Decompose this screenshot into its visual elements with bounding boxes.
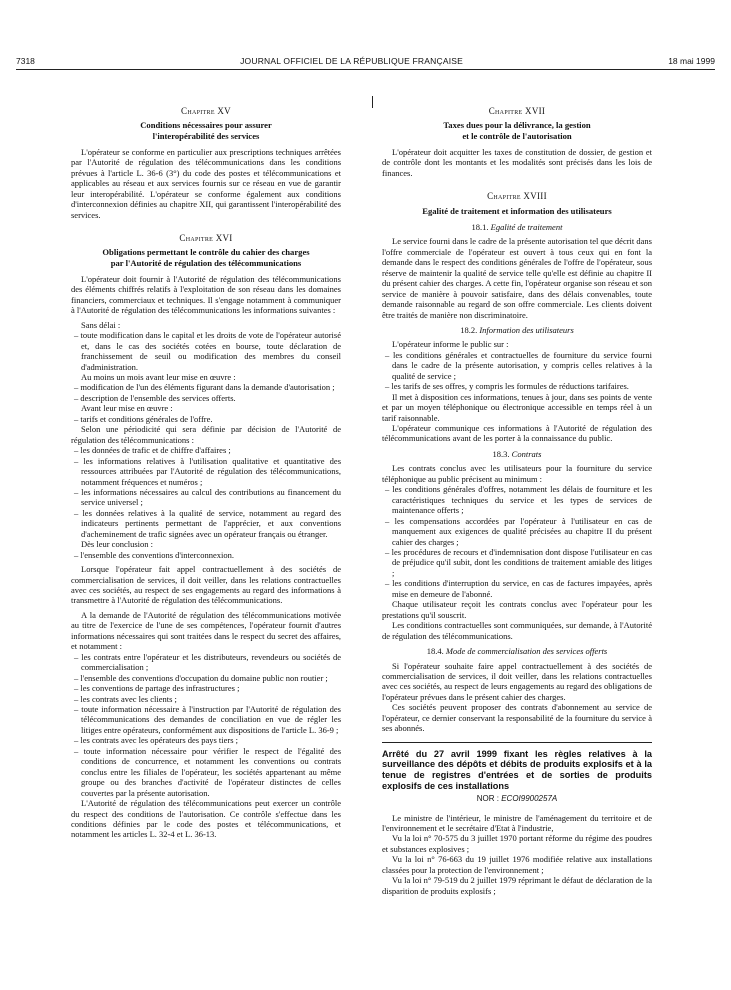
list-item: – les contrats entre l'opérateur et les distributeurs, revendeurs ou sociétés de commercialisation ;: [71, 652, 341, 673]
list-item: – les conditions générales d'offres, notamment les délais de fourniture et les caractéristiques techniques du service et les types de services de maintenance offerts ;: [382, 484, 652, 515]
list-item: – description de l'ensemble des services offerts.: [71, 393, 341, 403]
issue-date: 18 mai 1999: [668, 55, 715, 66]
section-18-2-heading: 18.2. Information des utilisateurs: [460, 324, 574, 335]
list-item: – les données de trafic et de chiffre d'affaires ;: [71, 445, 341, 455]
bullet-list: [71, 652, 341, 798]
left-column: [71, 100, 341, 840]
list-item: – modification de l'un des éléments figurant dans la demande d'autorisation ;: [71, 382, 341, 392]
right-column: [382, 100, 652, 896]
list-item: – l'ensemble des conventions d'interconnexion.: [71, 550, 341, 560]
paragraph: Le service fourni dans le cadre de la présente autorisation tel que décrit dans l'offre commerciale de l'opérateur est ouvert à tous ceux qui en font la demande dans le respect des conditions générales de l'offre de l'opérateur, sous réserve de maintenir la qualité de service telle qu'elle est définie au chapitre II du présent cahier des charges. A cette fin, l'opérateur organise son réseau et son service de manière à pouvoir satisfaire, dans des délais convenables, toute demande raisonnable au regard de son offre commerciale. Les clients doivent être traités de manière non discriminatoire.: [382, 236, 652, 320]
list-item: – les conventions de partage des infrastructures ;: [71, 683, 341, 693]
chapter-xvii-title: Taxes dues pour la délivrance, la gestion et le contrôle de l'autorisation: [443, 120, 591, 141]
list-item: – toute information nécessaire à l'instruction par l'Autorité de régulation des télécommunications des demandes de conciliation en vue de régler les litiges entre opérateurs, conformément aux dispositions de l'article L. 36-9 ;: [71, 704, 341, 735]
paragraph: L'opérateur doit fournir à l'Autorité de régulation des télécommunications des éléments chiffrés relatifs à l'exploitation de son réseau dans les domaines financiers, commerciaux et techniques. Il s'engage notamment à communiquer à l'Autorité de régulation des télécommunications les informations suivantes :: [71, 273, 341, 316]
bullet-list: [71, 382, 341, 403]
list-intro: Avant leur mise en œuvre :: [81, 403, 173, 414]
paragraph: Il met à disposition ces informations, tenues à jour, dans ses points de vente et par un moyen téléphonique ou électronique accessible en temps réel à un tarif raisonnable.: [382, 391, 652, 423]
column-divider: [372, 96, 373, 108]
paragraph: Chaque utilisateur reçoit les contrats conclus avec l'opérateur pour les prestations qu'il souscrit.: [382, 599, 652, 620]
section-18-4-heading: 18.4. Mode de commercialisation des services offerts: [426, 646, 608, 657]
chapter-xv-paragraph: L'opérateur se conforme en particulier aux prescriptions techniques arrêtées par l'Autorité de régulation des télécommunications dans les conditions prévues à l'article L. 36-6 (3°) du code des postes et télécommunications et applicables au réseau et aux services fournis sur ce réseau en vue de garantir leur interopérabilité. L'opérateur se conforme également aux conditions d'interconnexion définies au chapitre XII, qui garantissent l'interopérabilité des services.: [71, 146, 341, 220]
arrete-rule: [382, 742, 652, 743]
paragraph: L'opérateur communique ces informations à l'Autorité de régulation des télécommunications avant de les porter à la connaissance du public.: [382, 423, 652, 444]
bullet-list: [71, 445, 341, 539]
list-item: – les informations nécessaires au calcul des contributions au financement du service universel ;: [71, 487, 341, 508]
list-intro: L'opérateur informe le public sur :: [392, 339, 509, 350]
paragraph: A la demande de l'Autorité de régulation des télécommunications motivée au titre de l'exercice de l'une de ses compétences, l'opérateur fournit d'autres informations nécessaires qui sont traitées dans le respect du secret des affaires, et notamment :: [71, 609, 341, 652]
paragraph: Si l'opérateur souhaite faire appel contractuellement à des sociétés de commercialisation de services, il doit veiller, dans les relations contractuelles avec ces sociétés, au respect de leurs engagements au regard des obligations de l'opérateur prévues dans le présent cahier des charges.: [382, 660, 652, 702]
paragraph: Vu la loi n° 76-663 du 19 juillet 1976 modifiée relative aux installations classées pour la protection de l'environnement ;: [382, 854, 652, 875]
list-item: – les contrats avec les opérateurs des pays tiers ;: [71, 735, 341, 745]
paragraph: Le ministre de l'intérieur, le ministre de l'aménagement du territoire et de l'environnement et le secrétaire d'Etat à l'industrie,: [382, 812, 652, 833]
list-item: – toute information nécessaire pour vérifier le respect de l'égalité des conditions de concurrence, et notamment les conventions ou contrats conclus entre les filiales de l'opérateur, les sociétés appartenant au même groupe ou des branches d'activité de l'opérateur distinctes de celles couvertes par la présente autorisation.: [71, 746, 341, 798]
chapter-xv-label: Chapitre XV: [181, 106, 231, 116]
paragraph: Vu la loi n° 79-519 du 2 juillet 1979 réprimant le défaut de déclaration de la disparition de produits explosifs ;: [382, 875, 652, 896]
list-item: – les contrats avec les clients ;: [71, 694, 341, 704]
list-item: – les tarifs de ses offres, y compris les formules de réductions tarifaires.: [382, 381, 652, 391]
chapter-xvi-title: Obligations permettant le contrôle du cahier des charges par l'Autorité de régulation des télécommunications: [102, 247, 310, 268]
list-item: – les données relatives à la qualité de service, notamment au regard des indicateurs pertinents permettant de l'apprécier, et aux conventions d'acheminement de trafic signées avec un opérateur français ou étranger.: [71, 508, 341, 539]
list-intro: Dès leur conclusion :: [81, 539, 153, 550]
list-item: – l'ensemble des conventions d'occupation du domaine public non routier ;: [71, 673, 341, 683]
header-rule: [16, 69, 715, 70]
chapter-xviii-title: Egalité de traitement et information des utilisateurs: [422, 205, 612, 216]
list-item: – toute modification dans le capital et les droits de vote de l'opérateur autorisé et, dans le cas des sociétés cotées en bourse, toute déclaration de franchissement de seuil ou modification des membres du conseil d'administration.: [71, 330, 341, 372]
list-intro: Selon une périodicité qui sera définie par décision de l'Autorité de régulation des télécommunications :: [71, 424, 341, 445]
chapter-xviii-label: Chapitre XVIII: [487, 191, 547, 202]
list-item: – les compensations accordées par l'opérateur à l'utilisateur en cas de manquement aux exigences de qualité précisées au chapitre II du présent cahier des charges ;: [382, 516, 652, 547]
list-item: – les procédures de recours et d'indemnisation dont dispose l'utilisateur en cas de préjudice qu'il subit, dont les conditions de traitement amiable des litiges ;: [382, 547, 652, 578]
section-18-1-heading: 18.1. Egalité de traitement: [471, 221, 563, 232]
bullet-list: [71, 550, 341, 560]
paragraph: L'Autorité de régulation des télécommunications peut exercer un contrôle du respect des conditions de l'autorisation. Ce contrôle s'effectue dans les conditions définies par le code des postes et télécommunications, et notamment les articles L. 32-4 et L. 36-13.: [71, 798, 341, 840]
paragraph: Les conditions contractuelles sont communiquées, sur demande, à l'Autorité de régulation des télécommunications.: [382, 620, 652, 641]
list-item: – les informations relatives à l'utilisation qualitative et quantitative des ressources attribuées par l'Autorité de régulation des télécommunications, notamment fréquences et numéros ;: [71, 456, 341, 487]
list-intro: Sans délai :: [81, 319, 121, 330]
chapter-xvi-label: Chapitre XVI: [179, 233, 233, 244]
nor-reference: NOR : ECOI9900257A: [476, 794, 558, 804]
list-intro: Les contrats conclus avec les utilisateurs pour la fourniture du service téléphonique au public précisent au minimum :: [382, 463, 652, 484]
list-item: – tarifs et conditions générales de l'offre.: [71, 414, 341, 424]
bullet-list: [71, 414, 341, 424]
list-item: – les conditions générales et contractuelles de fourniture du service fourni dans le cadre de la présente autorisation, y compris celles relatives à la qualité de service ;: [382, 350, 652, 381]
paragraph: Lorsque l'opérateur fait appel contractuellement à des sociétés de commercialisation de services, il doit veiller, dans les relations contractuelles avec ces sociétés, au respect de ses engagements au regard des informations à transmettre à l'Autorité de régulation des télécommunications.: [71, 564, 341, 606]
chapter-xvii-label: Chapitre XVII: [488, 106, 546, 116]
paragraph: Vu la loi n° 70-575 du 3 juillet 1970 portant réforme du régime des poudres et substances explosives ;: [382, 833, 652, 854]
chapter-xv-title: Conditions nécessaires pour assurer l'interopérabilité des services: [140, 120, 272, 141]
chapter-xvii-paragraph: L'opérateur doit acquitter les taxes de constitution de dossier, de gestion et de contrôle dont les montants et les modalités sont précisés dans les lois de finances.: [382, 146, 652, 178]
section-18-3-heading: 18.3. Contrats: [492, 448, 542, 459]
list-item: – les conditions d'interruption du service, en cas de factures impayées, après mise en demeure de l'abonné.: [382, 578, 652, 599]
journal-title: JOURNAL OFFICIEL DE LA RÉPUBLIQUE FRANÇAISE: [240, 55, 463, 66]
bullet-list: [71, 330, 341, 372]
bullet-list: [382, 350, 652, 392]
paragraph: Ces sociétés peuvent proposer des contrats d'abonnement au service de l'opérateur, ce dernier conservant la responsabilité de la fourniture du service à ses abonnés.: [382, 702, 652, 734]
arrete-title: Arrêté du 27 avril 1999 fixant les règles relatives à la surveillance des dépôts et débits de produits explosifs et à la tenue de registres d'entrées et de sorties de produits explosifs de ces installations: [382, 748, 652, 791]
list-intro: Au moins un mois avant leur mise en œuvre :: [81, 371, 236, 382]
page-number: 7318: [16, 55, 35, 66]
page-header: [16, 54, 715, 68]
bullet-list: [382, 484, 652, 599]
